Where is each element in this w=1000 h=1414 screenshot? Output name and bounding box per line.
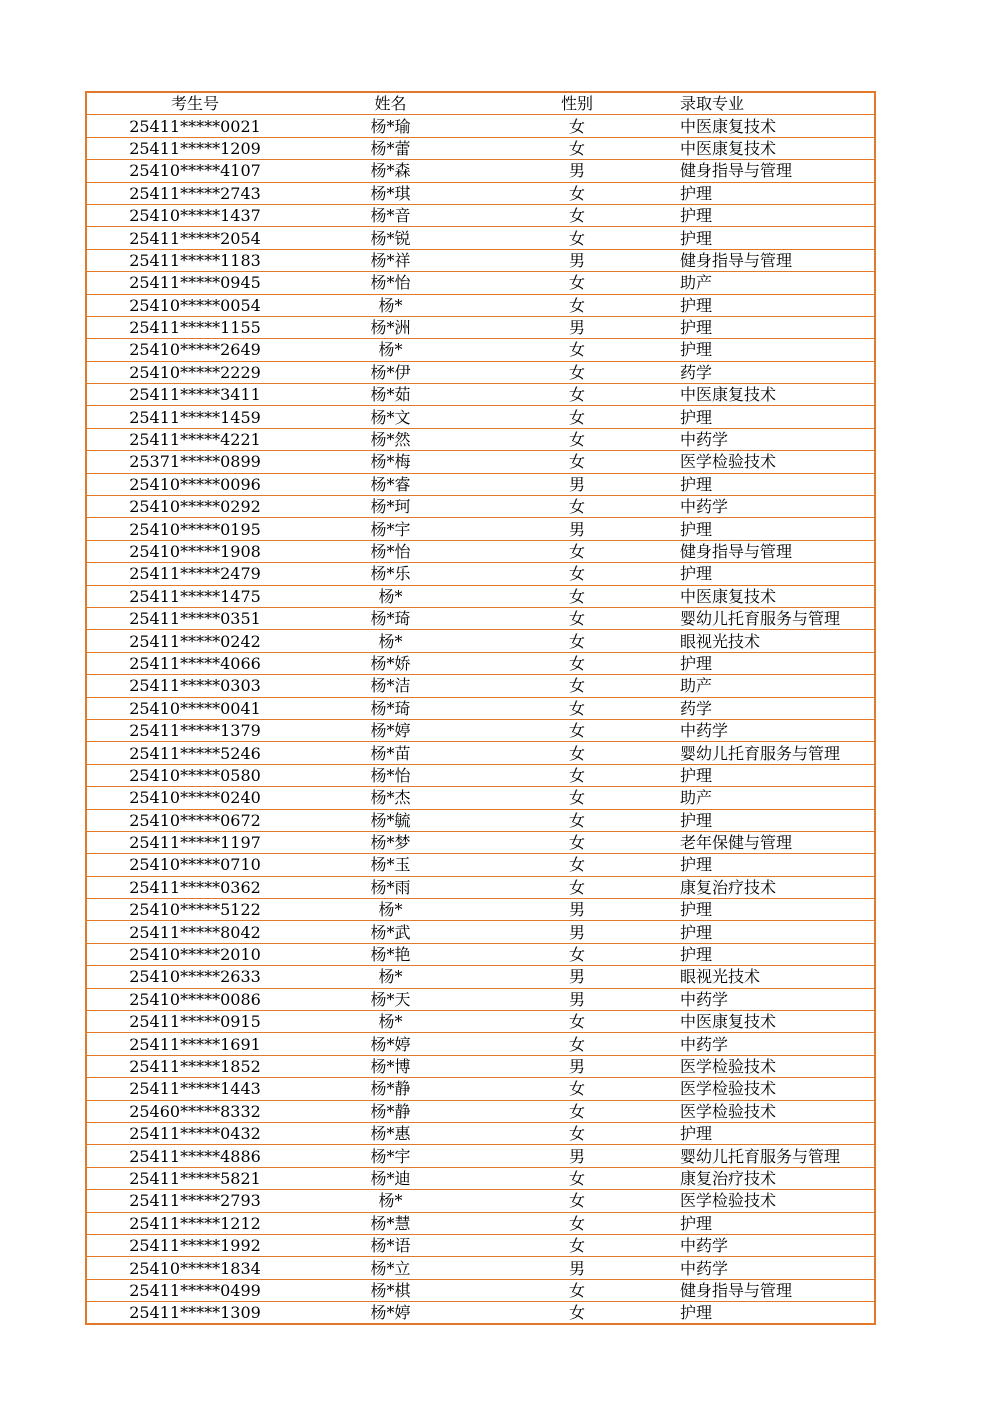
cell-major: 护理 — [676, 294, 875, 316]
cell-name: 杨*乐 — [303, 563, 478, 585]
cell-sex: 女 — [478, 1078, 676, 1100]
cell-sex: 女 — [478, 204, 676, 226]
cell-candidate-id: 25410*****2633 — [86, 966, 303, 988]
cell-major: 护理 — [676, 854, 875, 876]
cell-sex: 女 — [478, 652, 676, 674]
cell-sex: 女 — [478, 742, 676, 764]
cell-major: 助产 — [676, 787, 875, 809]
table-row — [86, 406, 875, 428]
table-row — [86, 630, 875, 652]
table-row — [86, 943, 875, 965]
cell-candidate-id: 25411*****1992 — [86, 1234, 303, 1256]
header-major: 录取专业 — [676, 92, 875, 115]
cell-name: 杨*洁 — [303, 675, 478, 697]
cell-sex: 女 — [478, 1279, 676, 1301]
cell-candidate-id: 25411*****1209 — [86, 137, 303, 159]
cell-sex: 女 — [478, 719, 676, 741]
cell-candidate-id: 25411*****1379 — [86, 719, 303, 741]
table-row — [86, 1055, 875, 1077]
table-row — [86, 787, 875, 809]
table-row — [86, 1145, 875, 1167]
cell-name: 杨* — [303, 630, 478, 652]
table-row — [86, 1190, 875, 1212]
cell-candidate-id: 25460*****8332 — [86, 1100, 303, 1122]
cell-candidate-id: 25410*****0054 — [86, 294, 303, 316]
cell-major: 药学 — [676, 361, 875, 383]
cell-candidate-id: 25410*****0580 — [86, 764, 303, 786]
table-row — [86, 585, 875, 607]
cell-name: 杨*洲 — [303, 316, 478, 338]
cell-sex: 女 — [478, 1302, 676, 1325]
cell-candidate-id: 25411*****1309 — [86, 1302, 303, 1325]
cell-name: 杨*怡 — [303, 272, 478, 294]
cell-sex: 男 — [478, 1145, 676, 1167]
table-row — [86, 652, 875, 674]
cell-candidate-id: 25411*****4886 — [86, 1145, 303, 1167]
cell-major: 医学检验技术 — [676, 1190, 875, 1212]
cell-name: 杨*梦 — [303, 831, 478, 853]
cell-name: 杨*棋 — [303, 1279, 478, 1301]
cell-name: 杨*雨 — [303, 876, 478, 898]
cell-candidate-id: 25411*****0351 — [86, 607, 303, 629]
cell-name: 杨*玉 — [303, 854, 478, 876]
cell-name: 杨* — [303, 1190, 478, 1212]
table-row — [86, 563, 875, 585]
cell-candidate-id: 25411*****5821 — [86, 1167, 303, 1189]
cell-sex: 女 — [478, 787, 676, 809]
cell-sex: 男 — [478, 316, 676, 338]
cell-name: 杨*毓 — [303, 809, 478, 831]
cell-candidate-id: 25411*****1475 — [86, 585, 303, 607]
cell-major: 医学检验技术 — [676, 1055, 875, 1077]
cell-sex: 女 — [478, 697, 676, 719]
cell-name: 杨* — [303, 1011, 478, 1033]
cell-major: 护理 — [676, 764, 875, 786]
cell-candidate-id: 25410*****0086 — [86, 988, 303, 1010]
cell-name: 杨*梅 — [303, 451, 478, 473]
cell-major: 健身指导与管理 — [676, 1279, 875, 1301]
cell-candidate-id: 25411*****0432 — [86, 1122, 303, 1144]
cell-major: 医学检验技术 — [676, 1100, 875, 1122]
table-row — [86, 899, 875, 921]
table-row — [86, 1167, 875, 1189]
cell-candidate-id: 25411*****0021 — [86, 115, 303, 137]
cell-sex: 男 — [478, 1055, 676, 1077]
cell-candidate-id: 25410*****0292 — [86, 496, 303, 518]
cell-sex: 男 — [478, 249, 676, 271]
cell-candidate-id: 25411*****2479 — [86, 563, 303, 585]
cell-sex: 女 — [478, 1167, 676, 1189]
cell-name: 杨*宇 — [303, 1145, 478, 1167]
cell-major: 中药学 — [676, 719, 875, 741]
cell-name: 杨*立 — [303, 1257, 478, 1279]
cell-name: 杨*然 — [303, 428, 478, 450]
cell-sex: 女 — [478, 1033, 676, 1055]
cell-name: 杨*瑜 — [303, 115, 478, 137]
cell-candidate-id: 25411*****1443 — [86, 1078, 303, 1100]
cell-name: 杨*文 — [303, 406, 478, 428]
cell-candidate-id: 25410*****2649 — [86, 339, 303, 361]
cell-sex: 女 — [478, 115, 676, 137]
cell-candidate-id: 25411*****1459 — [86, 406, 303, 428]
cell-candidate-id: 25411*****0945 — [86, 272, 303, 294]
table-row — [86, 675, 875, 697]
cell-major: 助产 — [676, 272, 875, 294]
cell-major: 药学 — [676, 697, 875, 719]
cell-sex: 女 — [478, 361, 676, 383]
cell-sex: 女 — [478, 1122, 676, 1144]
cell-sex: 女 — [478, 943, 676, 965]
cell-major: 医学检验技术 — [676, 451, 875, 473]
cell-candidate-id: 25410*****0195 — [86, 518, 303, 540]
cell-name: 杨*茹 — [303, 384, 478, 406]
table-row — [86, 607, 875, 629]
table-row — [86, 1302, 875, 1325]
cell-name: 杨*婷 — [303, 1033, 478, 1055]
cell-sex: 女 — [478, 294, 676, 316]
table-row — [86, 272, 875, 294]
cell-sex: 女 — [478, 630, 676, 652]
cell-name: 杨* — [303, 899, 478, 921]
table-row — [86, 115, 875, 137]
cell-name: 杨*迪 — [303, 1167, 478, 1189]
admission-table — [85, 91, 876, 1325]
table-row — [86, 182, 875, 204]
cell-major: 护理 — [676, 943, 875, 965]
cell-candidate-id: 25411*****2743 — [86, 182, 303, 204]
header-name: 姓名 — [303, 92, 478, 115]
cell-sex: 男 — [478, 899, 676, 921]
table-row — [86, 496, 875, 518]
cell-sex: 女 — [478, 563, 676, 585]
cell-name: 杨*杰 — [303, 787, 478, 809]
cell-candidate-id: 25410*****1437 — [86, 204, 303, 226]
table-row — [86, 1011, 875, 1033]
cell-candidate-id: 25410*****0710 — [86, 854, 303, 876]
cell-sex: 女 — [478, 428, 676, 450]
cell-major: 中药学 — [676, 1234, 875, 1256]
header-candidate-id: 考生号 — [86, 92, 303, 115]
cell-major: 护理 — [676, 227, 875, 249]
table-row — [86, 697, 875, 719]
cell-major: 中药学 — [676, 496, 875, 518]
cell-sex: 女 — [478, 272, 676, 294]
table-row — [86, 1122, 875, 1144]
table-row — [86, 316, 875, 338]
cell-candidate-id: 25411*****0362 — [86, 876, 303, 898]
cell-candidate-id: 25411*****1691 — [86, 1033, 303, 1055]
cell-major: 中药学 — [676, 1033, 875, 1055]
cell-name: 杨*琦 — [303, 607, 478, 629]
cell-major: 中药学 — [676, 428, 875, 450]
cell-major: 护理 — [676, 182, 875, 204]
cell-sex: 男 — [478, 966, 676, 988]
table-row — [86, 1100, 875, 1122]
table-row — [86, 921, 875, 943]
cell-major: 婴幼儿托育服务与管理 — [676, 607, 875, 629]
cell-name: 杨*睿 — [303, 473, 478, 495]
table-row — [86, 809, 875, 831]
cell-candidate-id: 25410*****1834 — [86, 1257, 303, 1279]
cell-name: 杨*怡 — [303, 764, 478, 786]
cell-name: 杨*锐 — [303, 227, 478, 249]
cell-major: 护理 — [676, 899, 875, 921]
cell-major: 中医康复技术 — [676, 585, 875, 607]
table-row — [86, 1078, 875, 1100]
cell-candidate-id: 25410*****2229 — [86, 361, 303, 383]
cell-name: 杨*宇 — [303, 518, 478, 540]
cell-candidate-id: 25410*****0240 — [86, 787, 303, 809]
cell-candidate-id: 25411*****1212 — [86, 1212, 303, 1234]
cell-candidate-id: 25411*****0242 — [86, 630, 303, 652]
cell-major: 婴幼儿托育服务与管理 — [676, 742, 875, 764]
cell-candidate-id: 25371*****0899 — [86, 451, 303, 473]
cell-name: 杨*琦 — [303, 697, 478, 719]
cell-name: 杨*博 — [303, 1055, 478, 1077]
cell-major: 眼视光技术 — [676, 630, 875, 652]
cell-candidate-id: 25411*****8042 — [86, 921, 303, 943]
cell-candidate-id: 25411*****0915 — [86, 1011, 303, 1033]
table-row — [86, 137, 875, 159]
cell-name: 杨*静 — [303, 1100, 478, 1122]
table-row — [86, 227, 875, 249]
cell-candidate-id: 25411*****0303 — [86, 675, 303, 697]
table-row — [86, 540, 875, 562]
cell-name: 杨*音 — [303, 204, 478, 226]
cell-name: 杨*婷 — [303, 1302, 478, 1325]
cell-sex: 女 — [478, 1212, 676, 1234]
cell-major: 护理 — [676, 1122, 875, 1144]
table-row — [86, 518, 875, 540]
cell-sex: 女 — [478, 1100, 676, 1122]
cell-candidate-id: 25410*****0672 — [86, 809, 303, 831]
cell-major: 康复治疗技术 — [676, 876, 875, 898]
cell-major: 中药学 — [676, 1257, 875, 1279]
cell-major: 助产 — [676, 675, 875, 697]
cell-sex: 女 — [478, 227, 676, 249]
cell-candidate-id: 25410*****1908 — [86, 540, 303, 562]
cell-major: 医学检验技术 — [676, 1078, 875, 1100]
cell-major: 护理 — [676, 652, 875, 674]
table-row — [86, 294, 875, 316]
cell-candidate-id: 25411*****4221 — [86, 428, 303, 450]
cell-sex: 女 — [478, 451, 676, 473]
cell-major: 护理 — [676, 316, 875, 338]
cell-candidate-id: 25411*****1183 — [86, 249, 303, 271]
cell-sex: 女 — [478, 585, 676, 607]
cell-major: 护理 — [676, 921, 875, 943]
cell-major: 护理 — [676, 473, 875, 495]
cell-candidate-id: 25410*****0096 — [86, 473, 303, 495]
table-row — [86, 1033, 875, 1055]
cell-major: 护理 — [676, 809, 875, 831]
cell-major: 老年保健与管理 — [676, 831, 875, 853]
cell-major: 中医康复技术 — [676, 137, 875, 159]
cell-major: 护理 — [676, 339, 875, 361]
cell-candidate-id: 25411*****5246 — [86, 742, 303, 764]
table-row — [86, 339, 875, 361]
table-row — [86, 428, 875, 450]
table-row — [86, 742, 875, 764]
cell-major: 眼视光技术 — [676, 966, 875, 988]
cell-sex: 女 — [478, 137, 676, 159]
cell-name: 杨*祥 — [303, 249, 478, 271]
cell-name: 杨*婷 — [303, 719, 478, 741]
cell-name: 杨*森 — [303, 160, 478, 182]
header-row — [86, 92, 875, 115]
cell-candidate-id: 25410*****5122 — [86, 899, 303, 921]
cell-name: 杨*天 — [303, 988, 478, 1010]
cell-major: 健身指导与管理 — [676, 249, 875, 271]
table-row — [86, 451, 875, 473]
cell-sex: 女 — [478, 540, 676, 562]
table-row — [86, 854, 875, 876]
cell-sex: 女 — [478, 675, 676, 697]
cell-sex: 男 — [478, 473, 676, 495]
table-row — [86, 160, 875, 182]
cell-candidate-id: 25411*****2054 — [86, 227, 303, 249]
table-row — [86, 966, 875, 988]
cell-major: 护理 — [676, 563, 875, 585]
table-row — [86, 361, 875, 383]
cell-major: 婴幼儿托育服务与管理 — [676, 1145, 875, 1167]
table-row — [86, 1257, 875, 1279]
cell-candidate-id: 25411*****1852 — [86, 1055, 303, 1077]
table-row — [86, 1234, 875, 1256]
cell-sex: 女 — [478, 607, 676, 629]
cell-name: 杨*慧 — [303, 1212, 478, 1234]
cell-name: 杨*静 — [303, 1078, 478, 1100]
cell-sex: 男 — [478, 988, 676, 1010]
table-row — [86, 1279, 875, 1301]
table-row — [86, 204, 875, 226]
cell-candidate-id: 25411*****4066 — [86, 652, 303, 674]
cell-major: 护理 — [676, 204, 875, 226]
cell-major: 中医康复技术 — [676, 1011, 875, 1033]
cell-candidate-id: 25410*****4107 — [86, 160, 303, 182]
cell-sex: 女 — [478, 876, 676, 898]
cell-name: 杨* — [303, 966, 478, 988]
cell-sex: 男 — [478, 921, 676, 943]
cell-major: 中医康复技术 — [676, 384, 875, 406]
cell-major: 中药学 — [676, 988, 875, 1010]
cell-name: 杨*艳 — [303, 943, 478, 965]
table-row — [86, 719, 875, 741]
cell-name: 杨*苗 — [303, 742, 478, 764]
cell-sex: 女 — [478, 182, 676, 204]
cell-name: 杨*伊 — [303, 361, 478, 383]
table-row — [86, 1212, 875, 1234]
cell-candidate-id: 25411*****3411 — [86, 384, 303, 406]
cell-major: 健身指导与管理 — [676, 160, 875, 182]
cell-candidate-id: 25411*****2793 — [86, 1190, 303, 1212]
cell-sex: 女 — [478, 406, 676, 428]
cell-sex: 女 — [478, 496, 676, 518]
cell-name: 杨*语 — [303, 1234, 478, 1256]
table-row — [86, 764, 875, 786]
header-sex: 性别 — [478, 92, 676, 115]
cell-sex: 女 — [478, 1234, 676, 1256]
cell-major: 护理 — [676, 518, 875, 540]
cell-sex: 女 — [478, 1190, 676, 1212]
cell-name: 杨* — [303, 339, 478, 361]
cell-major: 护理 — [676, 1212, 875, 1234]
table-row — [86, 473, 875, 495]
cell-sex: 男 — [478, 518, 676, 540]
cell-sex: 男 — [478, 160, 676, 182]
cell-major: 健身指导与管理 — [676, 540, 875, 562]
cell-name: 杨* — [303, 585, 478, 607]
cell-candidate-id: 25411*****0499 — [86, 1279, 303, 1301]
cell-name: 杨*怡 — [303, 540, 478, 562]
cell-sex: 女 — [478, 809, 676, 831]
table-row — [86, 988, 875, 1010]
cell-sex: 女 — [478, 384, 676, 406]
table-row — [86, 249, 875, 271]
cell-major: 中医康复技术 — [676, 115, 875, 137]
cell-sex: 女 — [478, 764, 676, 786]
cell-name: 杨*惠 — [303, 1122, 478, 1144]
cell-sex: 女 — [478, 339, 676, 361]
cell-candidate-id: 25411*****1197 — [86, 831, 303, 853]
cell-major: 护理 — [676, 406, 875, 428]
cell-sex: 女 — [478, 831, 676, 853]
cell-major: 护理 — [676, 1302, 875, 1325]
cell-sex: 女 — [478, 854, 676, 876]
cell-sex: 女 — [478, 1011, 676, 1033]
cell-name: 杨* — [303, 294, 478, 316]
cell-major: 康复治疗技术 — [676, 1167, 875, 1189]
cell-name: 杨*武 — [303, 921, 478, 943]
cell-name: 杨*琪 — [303, 182, 478, 204]
cell-name: 杨*娇 — [303, 652, 478, 674]
table-row — [86, 831, 875, 853]
cell-name: 杨*珂 — [303, 496, 478, 518]
cell-sex: 男 — [478, 1257, 676, 1279]
cell-candidate-id: 25410*****0041 — [86, 697, 303, 719]
table-row — [86, 876, 875, 898]
cell-candidate-id: 25410*****2010 — [86, 943, 303, 965]
cell-name: 杨*蕾 — [303, 137, 478, 159]
table-row — [86, 384, 875, 406]
cell-candidate-id: 25411*****1155 — [86, 316, 303, 338]
